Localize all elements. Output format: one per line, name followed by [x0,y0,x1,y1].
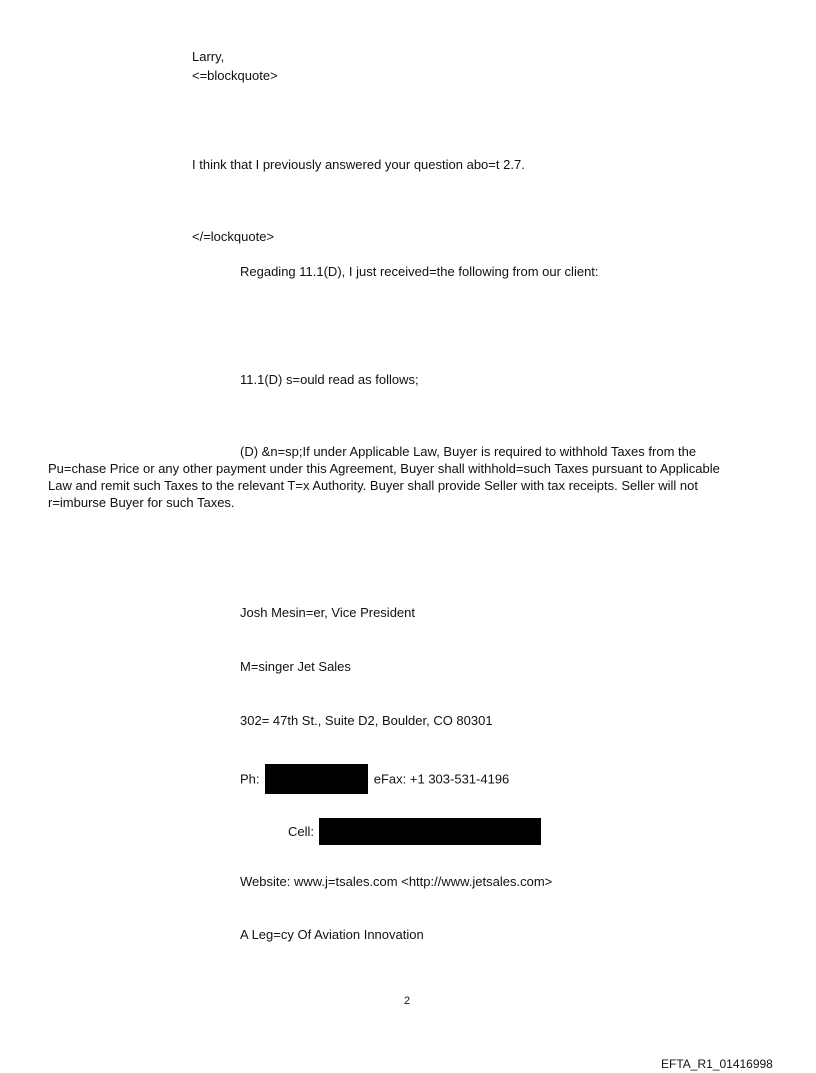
signature-website: Website: www.j=tsales.com <http://www.jetsales.com> [240,874,553,889]
signature-cell-line [288,819,541,846]
should-read-text: 11.1(D) s=ould read as follows; [240,372,419,387]
clause-line-2: Pu=chase Price or any other payment under this Agreement, Buyer shall withhold=such Taxes pursuant to Applicable [48,461,720,476]
cell-redaction [319,818,541,845]
document-id: EFTA_R1_01416998 [661,1057,773,1071]
clause-line-4: r=imburse Buyer for such Taxes. [48,495,235,510]
blockquote-close-tag: </=lockquote> [192,229,275,244]
signature-company: M=singer Jet Sales [240,659,351,674]
page-number: 2 [404,995,411,1007]
clause-line-3: Law and remit such Taxes to the relevant T=x Authority. Buyer shall provide Seller with tax receipts. Seller will not [48,478,698,493]
blockquote-open-tag: <=blockquote> [192,68,278,83]
signature-phone-line [240,765,509,795]
phone-label: Ph: [240,771,260,787]
signature-address: 302= 47th St., Suite D2, Boulder, CO 80301 [240,713,493,728]
answer-text: I think that I previously answered your question abo=t 2.7. [192,157,525,172]
regarding-text: Regading 11.1(D), I just received=the following from our client: [240,264,599,279]
phone-redaction [265,764,368,794]
clause-line-1: (D) &n=sp;If under Applicable Law, Buyer is required to withhold Taxes from the [240,444,697,459]
clause-paragraph [48,443,720,511]
greeting-name: Larry, [192,49,225,64]
efax-text: eFax: +1 303-531-4196 [373,771,510,787]
cell-label: Cell: [288,823,315,839]
signature-tagline: A Leg=cy Of Aviation Innovation [240,927,424,942]
signature-name: Josh Mesin=er, Vice President [240,605,415,620]
